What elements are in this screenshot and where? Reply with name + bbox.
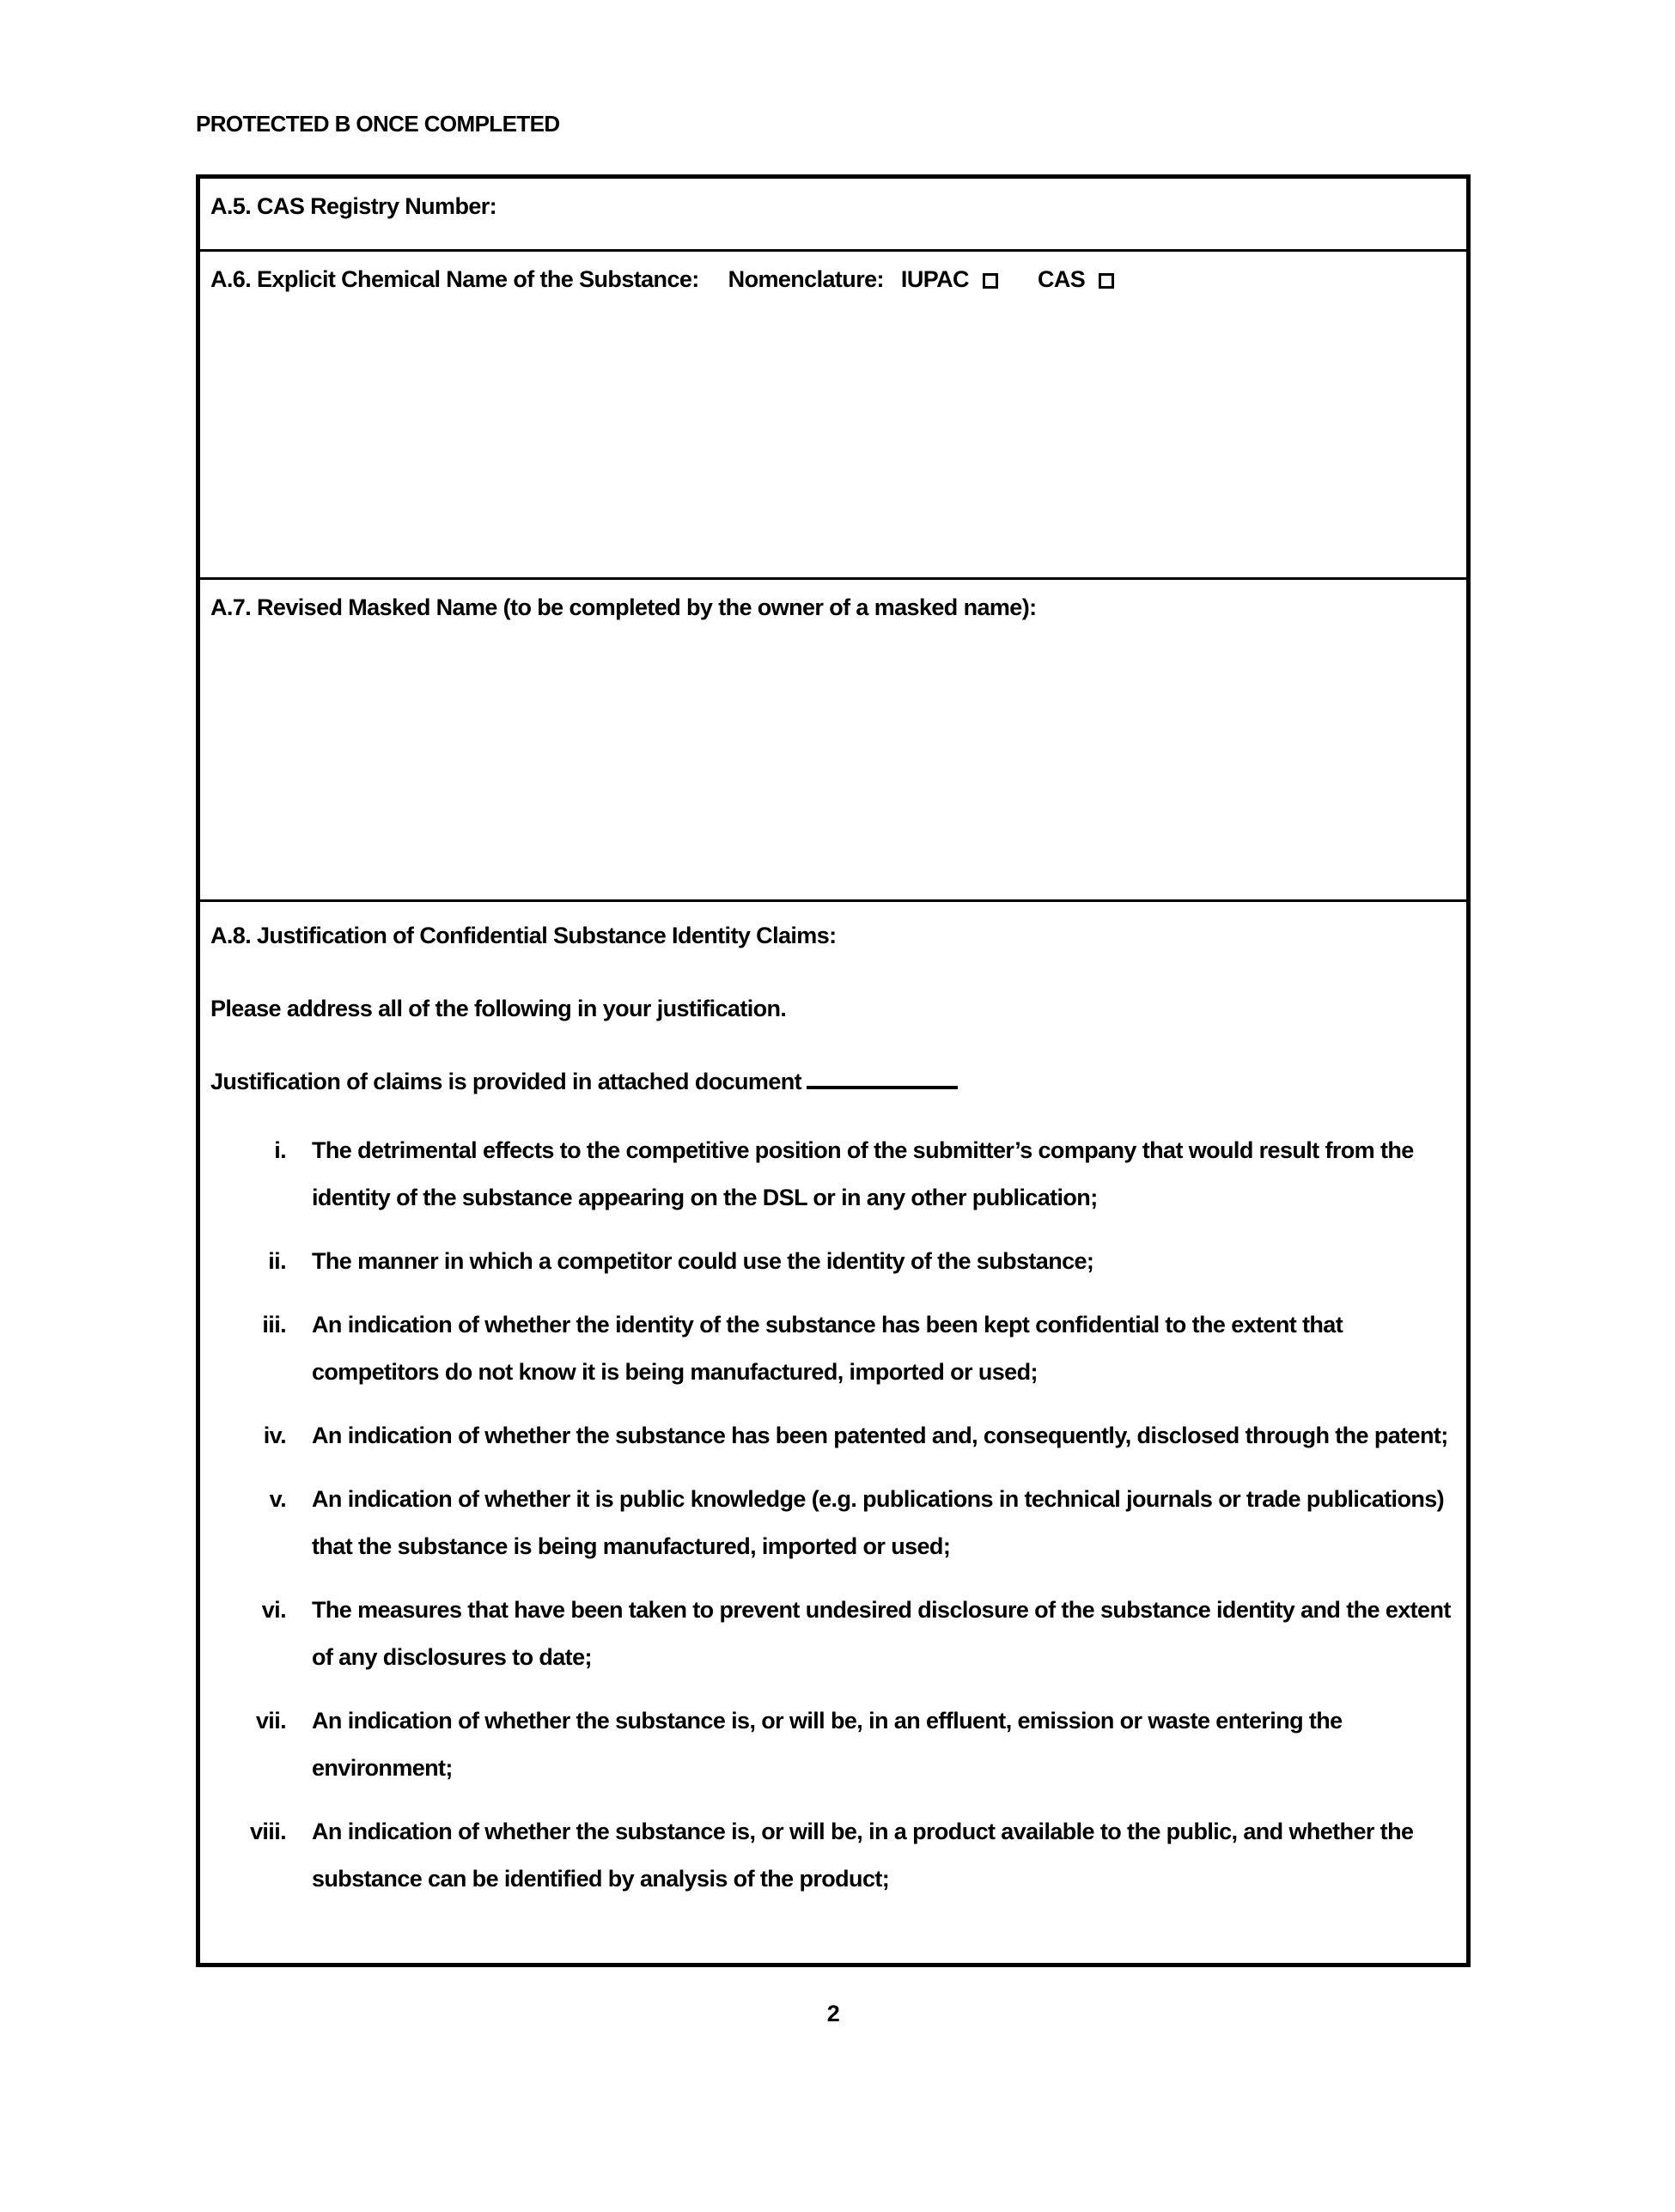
item-text: An indication of whether it is public knowledge (e.g. publications in technical journals or trade publications) that the substance is being manufactured, imported or used; bbox=[312, 1486, 1445, 1559]
item-text: The detrimental effects to the competitive position of the submitter’s company that would result from the identity of the substance appearing on the DSL or in any other publication; bbox=[312, 1137, 1414, 1210]
nomenclature-label: Nomenclature: bbox=[728, 266, 884, 292]
item-numeral: vii. bbox=[255, 1708, 286, 1734]
section-a5-cas-registry-number bbox=[200, 179, 1466, 249]
item-numeral: vi. bbox=[261, 1597, 286, 1623]
section-a5-title: A.5. CAS Registry Number: bbox=[210, 193, 497, 219]
chemical-name-input-area[interactable] bbox=[200, 307, 1466, 577]
item-numeral: ii. bbox=[268, 1248, 286, 1274]
justification-item-vi bbox=[210, 1587, 1466, 1681]
justification-item-iv bbox=[210, 1412, 1466, 1459]
section-a7-title: A.7. Revised Masked Name (to be completed by the owner of a masked name): bbox=[210, 594, 1037, 620]
section-a6-header bbox=[200, 252, 1466, 296]
item-numeral: i. bbox=[274, 1137, 286, 1163]
justification-item-ii bbox=[210, 1238, 1466, 1285]
item-numeral: v. bbox=[269, 1486, 286, 1512]
section-a8-title: A.8. Justification of Confidential Substance Identity Claims: bbox=[210, 923, 837, 948]
masked-name-input-area[interactable] bbox=[200, 635, 1466, 899]
section-a8-body bbox=[200, 902, 1466, 1903]
justification-item-v bbox=[210, 1476, 1466, 1570]
item-text: An indication of whether the identity of the substance has been kept confidential to the extent that competitors do not know it is being manufactured, imported or used; bbox=[312, 1312, 1343, 1385]
iupac-checkbox[interactable] bbox=[983, 273, 998, 289]
attachment-label: Justification of claims is provided in attached document bbox=[210, 1069, 802, 1094]
iupac-option-label: IUPAC bbox=[900, 266, 969, 292]
item-text: An indication of whether the substance is, or will be, in a product available to the public, and whether the substance can be identified by analysis of the product; bbox=[312, 1819, 1414, 1892]
justification-item-iii bbox=[210, 1301, 1466, 1396]
justification-item-vii bbox=[210, 1697, 1466, 1792]
attachment-document-blank-field[interactable] bbox=[807, 1082, 958, 1089]
item-text: An indication of whether the substance is, or will be, in an effluent, emission or waste entering the environment; bbox=[312, 1708, 1343, 1781]
page-number: 2 bbox=[826, 2001, 840, 2026]
section-a6-title: A.6. Explicit Chemical Name of the Substance: bbox=[210, 266, 699, 292]
item-text: The measures that have been taken to prevent undesired disclosure of the substance identity and the extent of any disclosures to date; bbox=[312, 1597, 1451, 1670]
classification-header: PROTECTED B ONCE COMPLETED bbox=[196, 111, 560, 137]
cas-registry-number-input-area[interactable] bbox=[200, 223, 1466, 249]
justification-item-i bbox=[210, 1127, 1466, 1222]
cas-option-label: CAS bbox=[1037, 266, 1086, 292]
cas-checkbox[interactable] bbox=[1099, 273, 1114, 289]
section-a6-explicit-chemical-name bbox=[200, 249, 1466, 577]
item-numeral: viii. bbox=[249, 1819, 286, 1844]
attachment-line bbox=[210, 1058, 1466, 1106]
section-a8-justification bbox=[200, 899, 1466, 1955]
justification-intro: Please address all of the following in your justification. bbox=[210, 996, 787, 1021]
item-numeral: iii. bbox=[262, 1312, 286, 1338]
item-numeral: iv. bbox=[263, 1423, 286, 1448]
justification-item-viii bbox=[210, 1808, 1466, 1903]
item-text: An indication of whether the substance has been patented and, consequently, disclosed through the patent; bbox=[312, 1423, 1448, 1448]
item-text: The manner in which a competitor could use the identity of the substance; bbox=[312, 1248, 1094, 1274]
justification-items-list bbox=[210, 1127, 1466, 1903]
form-table bbox=[196, 174, 1471, 1967]
section-a7-revised-masked-name bbox=[200, 577, 1466, 899]
